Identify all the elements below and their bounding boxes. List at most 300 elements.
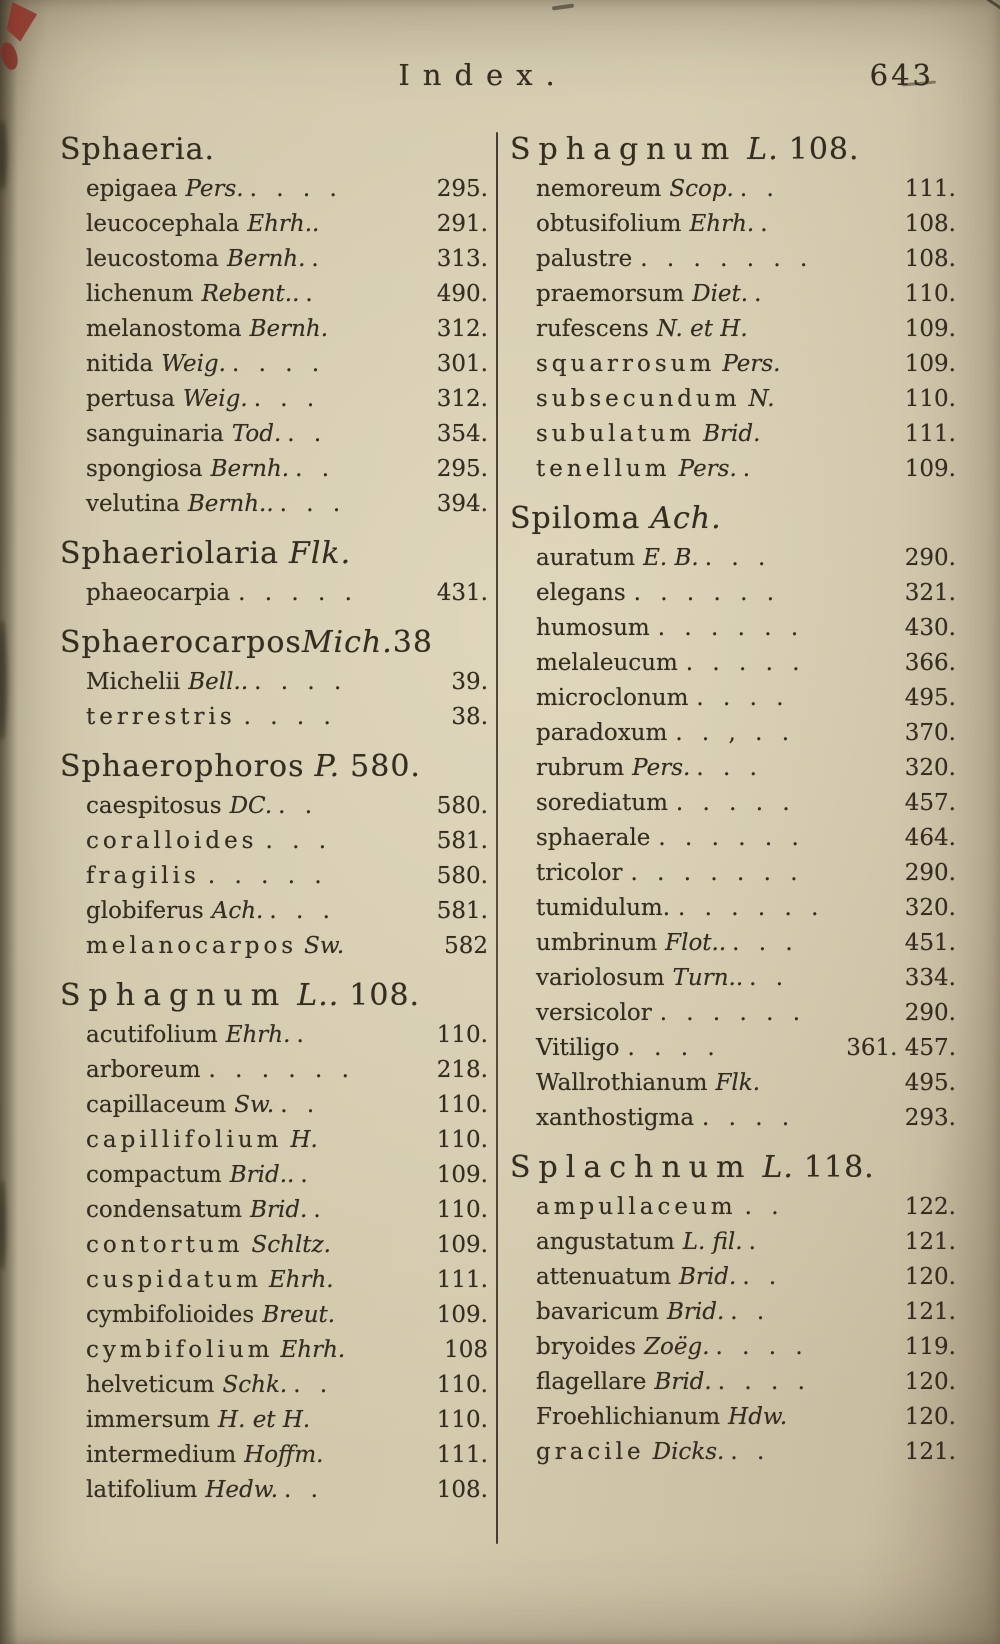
dot-leader: . . . . . <box>685 650 806 676</box>
entry-name: bavaricum <box>536 1299 659 1325</box>
genus-heading <box>60 621 488 665</box>
dot-leader: . . . . <box>715 1334 809 1360</box>
entry-name: capillaceum <box>86 1092 227 1118</box>
entry-name: arboreum <box>86 1057 201 1083</box>
index-entry <box>510 1101 956 1136</box>
entry-name: spongiosa <box>86 456 203 482</box>
index-columns <box>60 128 956 1544</box>
entry-author: Zoëg. <box>644 1334 710 1360</box>
entry-name: pertusa <box>86 386 175 412</box>
entry-author: Ehrh. <box>280 1337 346 1363</box>
entry-name: coralloides <box>86 828 258 854</box>
entry-page: 110. <box>436 1092 488 1118</box>
entry-page: 295. <box>436 176 488 202</box>
genus-name: Sphagnum <box>510 132 738 167</box>
entry-page: 290. <box>904 545 956 571</box>
entry-name: melanocarpos <box>86 933 298 959</box>
entry-author: Ehrh. <box>225 1022 291 1048</box>
index-entry <box>60 347 488 382</box>
entry-name: terrestris <box>86 704 236 730</box>
entry-name: Vitiligo <box>536 1035 620 1061</box>
index-entry <box>510 207 956 242</box>
index-section <box>510 497 956 1136</box>
genus-author: L.. <box>297 978 340 1013</box>
index-entry <box>60 1403 488 1438</box>
dot-leader: . . . . <box>696 685 790 711</box>
index-entry <box>510 1435 956 1470</box>
index-entry <box>60 487 488 522</box>
dot-leader: . . <box>284 1477 324 1503</box>
entry-page: 312. <box>436 386 488 412</box>
dot-leader: . <box>760 211 774 237</box>
index-entry <box>60 824 488 859</box>
entry-author: H. et H. <box>218 1407 311 1433</box>
genus-name: Sphaerocarpos <box>60 625 302 660</box>
genus-heading <box>510 497 956 541</box>
index-entry <box>510 242 956 277</box>
genus-name: Sphaeria. <box>60 132 216 167</box>
dot-leader: . . . <box>732 930 799 956</box>
entry-name: tricolor <box>536 860 623 886</box>
dot-leader: . . <box>730 1299 771 1325</box>
entry-name: phaeocarpia <box>86 580 231 606</box>
dot-leader: . . . . <box>243 704 337 730</box>
index-entry <box>510 786 956 821</box>
entry-page: 495. <box>904 1070 956 1096</box>
entry-name: sphaerale <box>536 825 651 851</box>
index-entry <box>60 789 488 824</box>
entry-name: subulatum <box>536 421 696 447</box>
genus-heading <box>60 974 488 1018</box>
index-entry <box>60 1088 488 1123</box>
dot-leader: . . . <box>696 755 763 781</box>
entry-name: intermedium <box>86 1442 237 1468</box>
dot-leader: . . . . . . <box>208 1057 355 1083</box>
entry-author: Ehrh.. <box>247 211 320 237</box>
entry-name: fragilis <box>86 863 200 889</box>
entry-page: 394. <box>436 491 488 517</box>
entry-page: 110. <box>436 1197 488 1223</box>
entry-page: 581. <box>436 828 488 854</box>
entry-author: Schltz. <box>251 1232 331 1258</box>
entry-page: 451. <box>904 930 956 956</box>
entry-page: 293. <box>904 1105 956 1131</box>
entry-name: leucostoma <box>86 246 219 272</box>
entry-page: 110. <box>436 1407 488 1433</box>
entry-page: 120. <box>904 1264 956 1290</box>
corner-scratch <box>965 0 1000 12</box>
genus-heading <box>60 532 488 576</box>
genus-page: 38 <box>392 625 433 660</box>
genus-author: L. <box>747 132 779 167</box>
entry-page: 361. 457. <box>846 1035 956 1061</box>
entry-name: cymbifolioides <box>86 1302 255 1328</box>
entry-page: 295. <box>436 456 488 482</box>
entry-author: H. <box>290 1127 318 1153</box>
entry-page: 464. <box>904 825 956 851</box>
entry-author: Bernh. <box>210 456 290 482</box>
entry-author: Breut. <box>262 1302 336 1328</box>
entry-name: condensatum <box>86 1197 243 1223</box>
dot-leader: . . <box>295 456 336 482</box>
index-entry <box>60 1193 488 1228</box>
index-entry <box>510 541 956 576</box>
dot-leader: . . . . . <box>675 790 796 816</box>
entry-author: Brid. <box>250 1197 308 1223</box>
entry-page: 431. <box>436 580 488 606</box>
entry-author: N. et H. <box>656 316 748 342</box>
entry-author: Ehrh. <box>689 211 755 237</box>
entry-name: immersum <box>86 1407 211 1433</box>
dot-leader: . . . <box>279 491 347 517</box>
entry-name: latifolium <box>86 1477 198 1503</box>
dot-leader: . . . . <box>254 669 348 695</box>
right-column <box>510 128 956 1544</box>
entry-page: 111. <box>904 176 956 202</box>
entry-page: 321. <box>904 580 956 606</box>
entry-page: 334. <box>904 965 956 991</box>
entry-author: Bernh. <box>226 246 306 272</box>
entry-page: 110. <box>436 1127 488 1153</box>
entry-author: Ehrh. <box>268 1267 334 1293</box>
index-entry <box>60 452 488 487</box>
index-entry <box>510 1066 956 1101</box>
index-entry <box>60 382 488 417</box>
entry-author: Brid.. <box>229 1162 295 1188</box>
dot-leader: . . , . . <box>675 720 796 746</box>
index-entry <box>510 716 956 751</box>
entry-page: 320. <box>904 755 956 781</box>
entry-page: 457. <box>904 790 956 816</box>
entry-author: Ach. <box>211 898 264 924</box>
dot-leader: . <box>754 281 768 307</box>
dot-leader: . . <box>749 965 790 991</box>
page-title: Index. <box>398 58 568 92</box>
entry-page: 366. <box>904 650 956 676</box>
entry-name: Michelii <box>86 669 181 695</box>
dot-leader: . . . . . . <box>678 895 825 921</box>
dot-leader: . <box>748 1229 762 1255</box>
entry-page: 109. <box>904 456 956 482</box>
index-entry <box>60 859 488 894</box>
entry-author: Hedw. <box>205 1477 279 1503</box>
entry-page: 218. <box>436 1057 488 1083</box>
entry-name: melanostoma <box>86 316 242 342</box>
entry-page: 108. <box>904 246 956 272</box>
entry-author: Sw. <box>304 933 345 959</box>
genus-author: Ach. <box>650 501 722 536</box>
entry-page: 354. <box>436 421 488 447</box>
entry-page: 109. <box>436 1302 488 1328</box>
entry-name: acutifolium <box>86 1022 218 1048</box>
dot-leader: . . . . <box>702 1105 796 1131</box>
index-entry <box>510 856 956 891</box>
stray-mark <box>552 3 574 10</box>
entry-name: praemorsum <box>536 281 685 307</box>
entry-page: 580. <box>436 793 488 819</box>
entry-author: DC. <box>229 793 273 819</box>
dot-leader: . . . . <box>249 176 343 202</box>
entry-page: 108. <box>904 211 956 237</box>
genus-page: 580. <box>350 749 421 784</box>
entry-name: sanguinaria <box>86 421 224 447</box>
index-entry <box>60 1018 488 1053</box>
entry-page: 291. <box>436 211 488 237</box>
index-entry <box>60 1123 488 1158</box>
genus-page: 108. <box>349 978 421 1013</box>
dot-leader: . . <box>293 1372 334 1398</box>
genus-author: Mich. <box>301 625 393 660</box>
index-section <box>60 974 488 1508</box>
entry-name: helveticum <box>86 1372 215 1398</box>
entry-page: 110. <box>436 1372 488 1398</box>
index-section <box>510 1146 956 1470</box>
entry-name: compactum <box>86 1162 222 1188</box>
entry-page: 121. <box>904 1299 956 1325</box>
entry-page: 38. <box>451 704 488 730</box>
dot-leader: . <box>305 281 319 307</box>
index-entry <box>510 172 956 207</box>
genus-author: L. <box>762 1150 794 1185</box>
genus-author: Flk. <box>289 536 352 571</box>
entry-page: 121. <box>904 1229 956 1255</box>
dot-leader: . . . . . . <box>658 825 805 851</box>
entry-author: Bernh.. <box>187 491 274 517</box>
genus-name: Sphaerophoros <box>60 749 305 784</box>
index-entry <box>510 1365 956 1400</box>
entry-name: auratum <box>536 545 636 571</box>
entry-page: 109. <box>436 1232 488 1258</box>
index-section <box>60 745 488 964</box>
index-entry <box>60 1333 488 1368</box>
genus-author: P. <box>314 749 341 784</box>
entry-author: Schk. <box>222 1372 288 1398</box>
entry-author: Rebent.. <box>201 281 300 307</box>
dot-leader: . . . <box>265 828 333 854</box>
dot-leader: . . . . <box>231 351 326 377</box>
index-entry <box>510 1225 956 1260</box>
entry-name: gracile <box>536 1439 645 1465</box>
entry-name: lichenum <box>86 281 194 307</box>
entry-name: subsecundum <box>536 386 741 412</box>
index-entry <box>60 417 488 452</box>
index-entry <box>510 926 956 961</box>
entry-author: Pers. <box>722 351 781 377</box>
index-entry <box>510 277 956 312</box>
entry-name: xanthostigma <box>536 1105 695 1131</box>
dot-leader: . . . <box>269 898 336 924</box>
entry-author: Pers. <box>678 456 737 482</box>
index-entry <box>510 891 956 926</box>
index-entry <box>60 1438 488 1473</box>
dot-leader: . . . . . . <box>633 580 781 606</box>
entry-name: elegans <box>536 580 626 606</box>
index-entry <box>510 576 956 611</box>
entry-name: tenellum <box>536 456 671 482</box>
entry-page: 490. <box>436 281 488 307</box>
entry-name: nitida <box>86 351 154 377</box>
entry-page: 290. <box>904 1000 956 1026</box>
genus-heading <box>60 745 488 789</box>
entry-author: Hdw. <box>728 1404 788 1430</box>
entry-name: cuspidatum <box>86 1267 262 1293</box>
dot-leader: . . . . <box>627 1035 721 1061</box>
dot-leader: . . . . <box>717 1369 811 1395</box>
entry-name: Froehlichianum <box>536 1404 721 1430</box>
genus-name: Sphagnum <box>60 978 288 1013</box>
index-entry <box>60 1263 488 1298</box>
dot-leader: . . . <box>704 545 772 571</box>
genus-name: Sphaeriolaria <box>60 536 280 571</box>
index-entry <box>510 312 956 347</box>
entry-page: 495. <box>904 685 956 711</box>
entry-name: melaleucum <box>536 650 678 676</box>
entry-page: 120. <box>904 1369 956 1395</box>
index-entry <box>60 1473 488 1508</box>
entry-name: versicolor <box>536 1000 652 1026</box>
index-entry <box>510 751 956 786</box>
entry-author: Bernh. <box>249 316 329 342</box>
entry-name: variolosum <box>536 965 665 991</box>
dot-leader: . . <box>730 1439 771 1465</box>
index-entry <box>510 1295 956 1330</box>
entry-page: 108 <box>444 1337 488 1363</box>
index-entry <box>60 576 488 611</box>
index-entry <box>60 1228 488 1263</box>
index-entry <box>60 1298 488 1333</box>
entry-page: 110. <box>436 1022 488 1048</box>
index-entry <box>510 417 956 452</box>
dot-leader: . . . . . <box>238 580 358 606</box>
index-entry <box>60 1158 488 1193</box>
index-entry <box>510 452 956 487</box>
entry-page: 312. <box>436 316 488 342</box>
index-entry <box>510 821 956 856</box>
index-entry <box>510 611 956 646</box>
entry-page: 109. <box>904 316 956 342</box>
entry-page: 120. <box>904 1404 956 1430</box>
index-entry <box>510 961 956 996</box>
entry-name: capillifolium <box>86 1127 283 1153</box>
entry-author: Flot.. <box>665 930 727 956</box>
dot-leader: . . . . . . . <box>630 860 804 886</box>
index-entry <box>510 1260 956 1295</box>
entry-author: Bell.. <box>188 669 249 695</box>
entry-page: 122. <box>904 1194 956 1220</box>
dot-leader: . . . <box>253 386 321 412</box>
entry-name: sorediatum <box>536 790 668 816</box>
dot-leader: . . <box>287 421 328 447</box>
entry-name: angustatum <box>536 1229 675 1255</box>
entry-author: Weig. <box>182 386 248 412</box>
index-entry <box>60 312 488 347</box>
entry-page: 111. <box>904 421 956 447</box>
entry-author: Flk. <box>715 1070 761 1096</box>
entry-author: Brid. <box>679 1264 737 1290</box>
genus-heading <box>510 128 956 172</box>
genus-page: 108. <box>788 132 860 167</box>
entry-page: 121. <box>904 1439 956 1465</box>
entry-author: Brid. <box>667 1299 725 1325</box>
index-entry <box>60 894 488 929</box>
entry-page: 370. <box>904 720 956 746</box>
entry-name: globiferus <box>86 898 204 924</box>
index-entry <box>60 929 488 964</box>
genus-name: Spiloma <box>510 501 641 536</box>
index-entry <box>510 1031 956 1066</box>
entry-page: 119. <box>904 1334 956 1360</box>
entry-name: bryoides <box>536 1334 637 1360</box>
entry-page: 301. <box>436 351 488 377</box>
entry-page: 111. <box>436 1442 488 1468</box>
entry-author: Pers. <box>185 176 244 202</box>
genus-heading <box>510 1146 956 1190</box>
index-entry <box>510 1330 956 1365</box>
entry-page: 580. <box>436 863 488 889</box>
entry-name: palustre <box>536 246 633 272</box>
entry-name: flagellare <box>536 1369 647 1395</box>
dot-leader: . <box>300 1162 314 1188</box>
entry-name: squarrosum <box>536 351 716 377</box>
index-entry <box>60 277 488 312</box>
entry-name: caespitosus <box>86 793 222 819</box>
entry-page: 39. <box>451 669 488 695</box>
index-section <box>60 621 488 735</box>
dot-leader: . <box>313 1197 327 1223</box>
entry-author: Tod. <box>231 421 282 447</box>
dot-leader: . . <box>744 1194 785 1220</box>
index-entry <box>60 242 488 277</box>
entry-page: 320. <box>904 895 956 921</box>
entry-page: 109. <box>436 1162 488 1188</box>
entry-author: Pers. <box>632 755 691 781</box>
index-entry <box>60 172 488 207</box>
entry-name: humosum <box>536 615 650 641</box>
entry-author: Hoffm. <box>244 1442 324 1468</box>
binding-shadow <box>0 0 18 1644</box>
index-entry <box>60 1368 488 1403</box>
entry-name: rubrum <box>536 755 625 781</box>
entry-page: 111. <box>436 1267 488 1293</box>
dot-leader: . . . . . . . <box>640 246 814 272</box>
entry-page: 109. <box>904 351 956 377</box>
entry-page: 582 <box>444 933 488 959</box>
index-entry <box>510 646 956 681</box>
genus-name: Splachnum <box>510 1150 753 1185</box>
dot-leader: . <box>742 456 757 482</box>
page-header <box>0 58 1000 102</box>
entry-author: Diet. <box>692 281 749 307</box>
genus-heading <box>60 128 488 172</box>
index-entry <box>510 347 956 382</box>
entry-name: contortum <box>86 1232 244 1258</box>
entry-name: paradoxum <box>536 720 668 746</box>
dot-leader: . . <box>278 793 319 819</box>
entry-name: attenuatum <box>536 1264 672 1290</box>
entry-page: 110. <box>904 386 956 412</box>
entry-name: umbrinum <box>536 930 658 956</box>
index-entry <box>60 207 488 242</box>
entry-author: Sw. <box>234 1092 275 1118</box>
index-entry <box>510 1190 956 1225</box>
page-number: 643 <box>869 58 934 92</box>
index-section <box>60 128 488 522</box>
entry-author: Brid. <box>654 1369 712 1395</box>
index-entry <box>510 1400 956 1435</box>
index-entry <box>60 700 488 735</box>
entry-author: Scop. <box>669 176 734 202</box>
entry-name: tumidulum. <box>536 895 671 921</box>
